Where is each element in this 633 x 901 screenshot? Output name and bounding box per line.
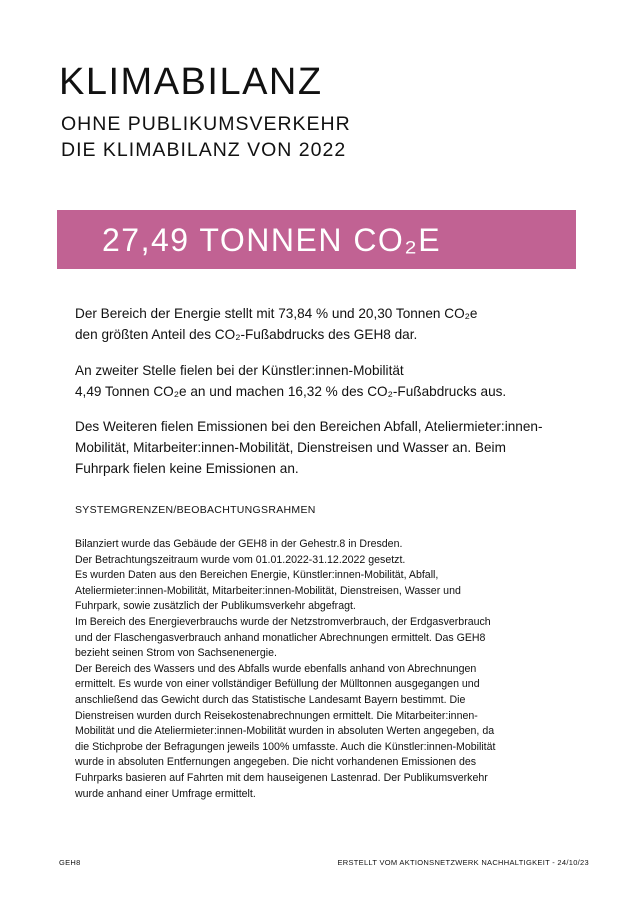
paragraph-line: An zweiter Stelle fielen bei der Künstler:innen-Mobilität — [75, 363, 404, 378]
paragraph-line: Des Weiteren fielen Emissionen bei den Bereichen Abfall, Ateliermieter:innen- — [75, 419, 543, 434]
body-line: Ateliermieter:innen-Mobilität, Mitarbeiter:innen-Mobilität, Dienstreisen, Wasser und — [75, 584, 461, 597]
body-line: Bilanziert wurde das Gebäude der GEH8 in der Gehestr.8 in Dresden. — [75, 538, 403, 550]
total-emissions-value: 27,49 TONNEN CO₂E — [102, 222, 442, 258]
paragraph-line: 4,49 Tonnen CO₂e an und machen 16,32 % des CO₂-Fußabdrucks aus. — [75, 384, 507, 399]
body-line: Im Bereich des Energieverbrauchs wurde der Netzstromverbrauch, der Erdgasverbrauch — [75, 615, 491, 628]
body-line: ermittelt. Es wurde von einer vollständiger Befüllung der Mülltonnen ausgegangen und — [75, 678, 480, 691]
total-emissions-banner — [57, 210, 576, 269]
footer-credit: ERSTELLT VOM AKTIONSNETZWERK NACHHALTIGKEIT - 24/10/23 — [337, 858, 589, 867]
body-line: Der Bereich des Wassers und des Abfalls wurde ebenfalls anhand von Abrechnungen — [75, 662, 477, 675]
body-line: die Stichprobe der Befragungen jeweils 100% umfasste. Auch die Künstler:innen-Mobilität — [75, 740, 496, 753]
body-line: wurde in absoluten Entfernungen angegeben. Die nicht vorhandenen Emissionen des — [75, 756, 477, 769]
paragraph-line: Fuhrpark fielen keine Emissionen an. — [75, 461, 299, 476]
page-subtitle — [61, 111, 351, 163]
body-line: und der Flaschengasverbrauch anhand monatlicher Abrechnungen ermittelt. Das GEH8 — [75, 631, 486, 644]
subtitle-line-1: OHNE PUBLIKUMSVERKEHR — [61, 113, 351, 135]
other-emissions-paragraph — [75, 416, 570, 479]
section-body — [75, 537, 565, 802]
body-line: Dienstreisen wurden durch Reisekostenabrechnungen ermittelt. Die Mitarbeiter:innen- — [75, 709, 478, 722]
section-heading: SYSTEMGRENZEN/BEOBACHTUNGSRAHMEN — [75, 504, 316, 516]
body-line: Es wurden Daten aus den Bereichen Energie, Künstler:innen-Mobilität, Abfall, — [75, 569, 439, 582]
paragraph-line: Mobilität, Mitarbeiter:innen-Mobilität, Dienstreisen und Wasser an. Beim — [75, 440, 506, 455]
body-line: wurde anhand einer Umfrage ermittelt. — [75, 787, 256, 800]
energy-paragraph — [75, 303, 478, 345]
subtitle-line-2: DIE KLIMABILANZ VON 2022 — [61, 139, 347, 161]
body-line: Mobilität und die Ateliermieter:innen-Mobilität wurden in absoluten Werten angegeben, da — [75, 725, 495, 738]
footer-organization: GEH8 — [59, 858, 81, 867]
body-line: Fuhrparks basieren auf Fahrten mit dem hauseigenen Lastenrad. Der Publikumsverkehr — [75, 771, 488, 784]
paragraph-line: Der Bereich der Energie stellt mit 73,84 % und 20,30 Tonnen CO₂e — [75, 306, 478, 321]
body-line: Der Betrachtungszeitraum wurde vom 01.01.2022-31.12.2022 gesetzt. — [75, 553, 406, 566]
mobility-paragraph — [75, 360, 506, 402]
body-line: anschließend das Gewicht durch das Statistische Landesamt Bayern bestimmt. Die — [75, 693, 466, 706]
paragraph-line: den größten Anteil des CO₂-Fußabdrucks des GEH8 dar. — [75, 327, 418, 342]
page-title: KLIMABILANZ — [59, 61, 323, 103]
body-line: bezieht seinen Strom von Sachsenenergie. — [75, 647, 277, 660]
body-line: Fuhrpark, sowie zusätzlich der Publikumsverkehr abgefragt. — [75, 600, 356, 613]
